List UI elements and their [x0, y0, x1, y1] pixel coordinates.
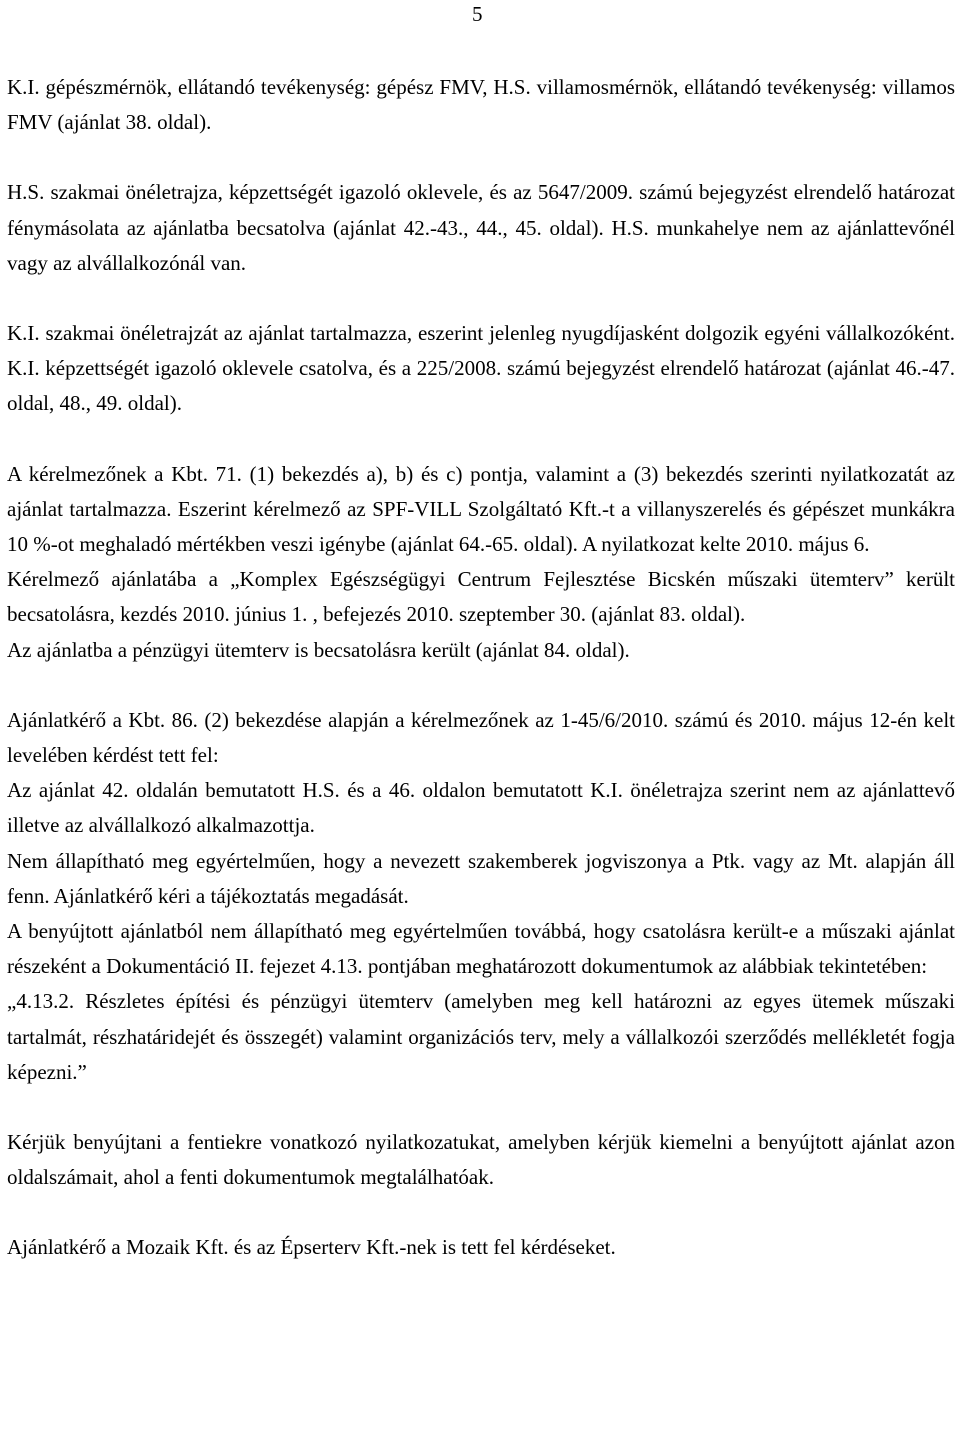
paragraph-kbt-71-declaration: A kérelmezőnek a Kbt. 71. (1) bekezdés a), b) és c) pontja, valamint a (3) bekezdés szerinti nyilatkozatát az ajánlat tartalmazza. Eszerint kérelmező az SPF-VILL Szolgáltató Kft.-t a villanyszerelés és gépészet munkákra 10 %-ot meghaladó mértékben veszi igénybe (ajánlat 64.-65. oldal). A nyilatkozat kelte 2010. május 6.: [7, 461, 955, 557]
paragraph-employment-status: Az ajánlat 42. oldalán bemutatott H.S. és a 46. oldalon bemutatott K.I. önéletrajza szerint nem az ajánlattevő illetve az alvállalkozó alkalmazottja.: [7, 778, 955, 838]
paragraph-other-questions: Ajánlatkérő a Mozaik Kft. és az Épserterv Kft.-nek is tett fel kérdéseket.: [7, 1235, 616, 1260]
paragraph-hs-cv: H.S. szakmai önéletrajza, képzettségét igazoló oklevele, és az 5647/2009. számú bejegyzést elrendelő határozat fénymásolata az ajánlatba becsatolva (ajánlat 42.-43., 44., 45. oldal). H.S. munkahelye nem az ajánlattevőnél vagy az alvállalkozónál van.: [7, 180, 955, 275]
paragraph-financial-schedule: Az ajánlatba a pénzügyi ütemterv is becsatolásra került (ajánlat 84. oldal).: [7, 637, 630, 662]
paragraph-engineers: K.I. gépészmérnök, ellátandó tevékenység: gépész FMV, H.S. villamosmérnök, ellátandó tevékenység: villamos FMV (ajánlat 38. oldal).: [7, 75, 955, 135]
paragraph-request: Kérjük benyújtani a fentiekre vonatkozó nyilatkozatukat, amelyben kérjük kiemelni a benyújtott ajánlat azon oldalszámait, ahol a fenti dokumentumok megtalálhatóak.: [7, 1130, 955, 1190]
page-number: 5: [472, 2, 483, 26]
document-body: [7, 70, 955, 1266]
paragraph-gap: [7, 1090, 955, 1125]
paragraph-documentation-question: A benyújtott ajánlatból nem állapítható meg egyértelműen továbbá, hogy csatolásra került-e a műszaki ajánlat részeként a Dokumentáció II. fejezet 4.13. pontjában meghatározott dokumentumok az alábbiak tekintetében:: [7, 919, 955, 979]
paragraph-technical-schedule: Kérelmező ajánlatába a „Komplex Egészségügyi Centrum Fejlesztése Bicskén műszaki ütemterv” került becsatolásra, kezdés 2010. június 1. , befejezés 2010. szeptember 30. (ajánlat 83. oldal).: [7, 567, 955, 627]
paragraph-gap: [7, 281, 955, 316]
paragraph-gap: [7, 422, 955, 457]
paragraph-gap: [7, 140, 955, 175]
paragraph-legal-relationship: Nem állapítható meg egyértelműen, hogy a nevezett szakemberek jogviszonya a Ptk. vagy az Mt. alapján áll fenn. Ajánlatkérő kéri a tájékoztatás megadását.: [7, 848, 955, 908]
paragraph-kbt-86-question: Ajánlatkérő a Kbt. 86. (2) bekezdése alapján a kérelmezőnek az 1-45/6/2010. számú és 2010. május 12-én kelt levelében kérdést tett fel:: [7, 707, 955, 768]
paragraph-gap: [7, 1195, 955, 1230]
paragraph-quoted-requirement: „4.13.2. Részletes építési és pénzügyi ütemterv (amelyben meg kell határozni az egyes ütemek műszaki tartalmát, részhatáridejét és összegét) valamint organizációs terv, mely a vállalkozói szerződés mellékletét fogja képezni.”: [7, 989, 955, 1084]
paragraph-gap: [7, 668, 955, 703]
paragraph-ki-cv: K.I. szakmai önéletrajzát az ajánlat tartalmazza, eszerint jelenleg nyugdíjasként dolgozik egyéni vállalkozóként. K.I. képzettségét igazoló oklevele csatolva, és a 225/2008. számú bejegyzést elrendelő határozat (ajánlat 46.-47. oldal, 48., 49. oldal).: [7, 321, 955, 416]
